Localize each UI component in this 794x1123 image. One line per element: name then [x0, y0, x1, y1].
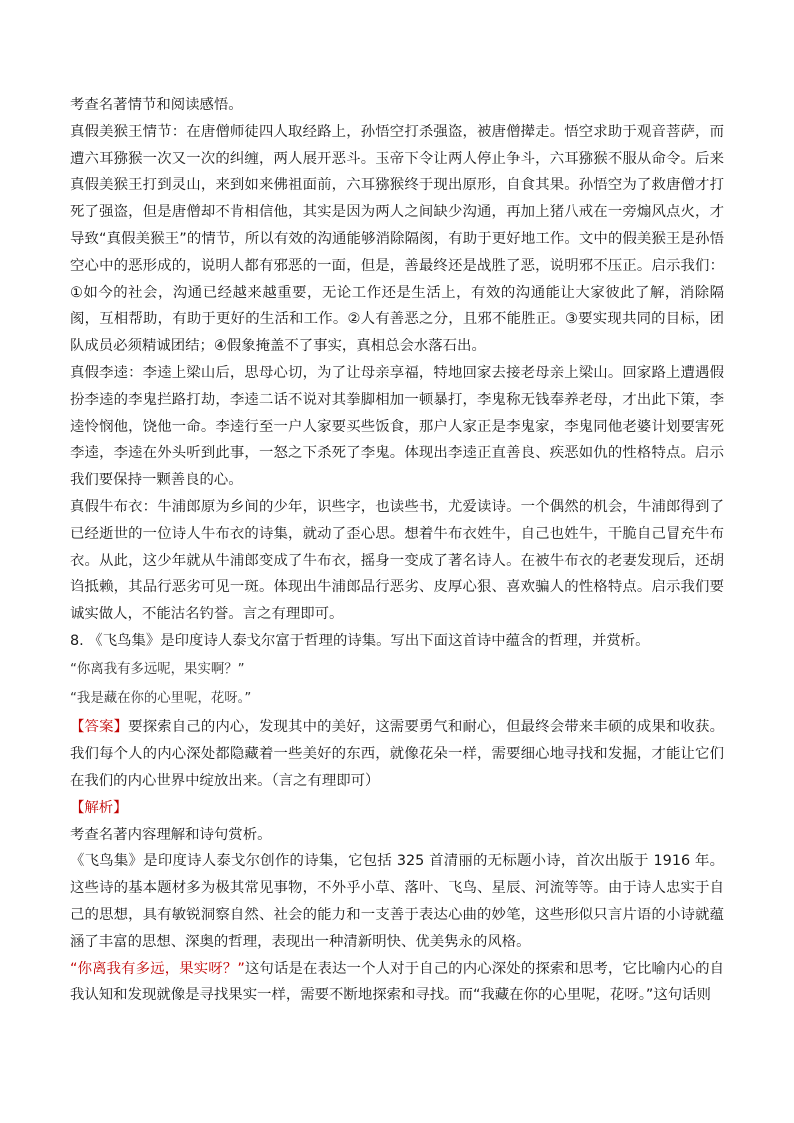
answer-paragraph — [70, 714, 724, 794]
paragraph-stray-birds: 《飞鸟集》是印度诗人泰戈尔创作的诗集，它包括 325 首清丽的无标题小诗，首次出版于 1916 年。这些诗的基本题材多为极其常见事物，不外乎小草、落叶、飞鸟、星辰、河流等等。由于诗人忠实于自己的思想，具有敏锐洞察自然、社会的能力和一支善于表达心曲的妙笔，这些形似只言片语的小诗就蕴涵了丰富的思想、深奥的哲理，表现出一种清新明快、优美隽永的风格。 — [70, 853, 724, 950]
paragraph-monkey-king: 真假美猴王情节：在唐僧师徒四人取经路上，孙悟空打杀强盗，被唐僧撵走。悟空求助于观音菩萨，而遭六耳猕猴一次又一次的纠缠，两人展开恶斗。玉帝下令让两人停止争斗，六耳猕猴不服从命令。后来真假美猴王打到灵山，来到如来佛祖面前，六耳猕猴终于现出原形，自食其果。孙悟空为了救唐僧才打死了强盗，但是唐僧却不肯相信他，其实是因为两人之间缺少沟通，再加上猪八戒在一旁煽风点火，才导致“真假美猴王”的情节，所以有效的沟通能够消除隔阂，有助于更好地工作。文中的假美猴王是孙悟空心中的恶形成的，说明人都有邪恶的一面，但是，善最终还是战胜了恶，说明邪不压正。启示我们：①如今的社会，沟通已经越来越重要，无论工作还是生活上，有效的沟通能让大家彼此了解，消除隔阂，互相帮助，有助于更好的生活和工作。②人有善恶之分，且邪不能胜正。③要实现共同的目标，团队成员必须精诚团结；④假象掩盖不了事实，真相总会水落石出。 — [70, 123, 724, 355]
poem-line-2: “我是藏在你的心里呢，花呀。” — [70, 690, 252, 706]
section-intro: 考查名著情节和阅读感悟。 — [70, 97, 243, 113]
answer-label: 【答案】 — [70, 719, 129, 736]
question-8: 8. 《飞鸟集》是印度诗人泰戈尔富于哲理的诗集。写出下面这首诗中蕴含的哲理，并赏析。 — [70, 632, 650, 649]
paragraph-li-kui: 真假李逵：李逵上梁山后，思母心切，为了让母亲享福，特地回家去接老母亲上梁山。回家路上遭遇假扮李逵的李鬼拦路打劫，李逵二话不说对其拳脚相加一顿暴打，李鬼称无钱奉养老母，才出此下策，李逵怜悯他，饶他一命。李逵行至一户人家要买些饭食，那户人家正是李鬼家，李鬼同他老婆计划要害死李逵，李逵在外头听到此事，一怒之下杀死了李鬼。体现出李逵正直善良、疾恶如仇的性格特点。启示我们要保持一颗善良的心。 — [70, 364, 724, 489]
poem-quote-highlight: “你离我有多远，果实呀？” — [70, 960, 245, 977]
poem-analysis-text: 这句话是在表达一个人对于自己的内心深处的探索和思考，它比喻内心的自我认知和发现就像是寻找果实一样，需要不断地探索和寻找。而“我藏在你的心里呢，花呀。”这句话则 — [70, 960, 724, 1004]
paragraph-niu-buyi: 真假牛布衣：牛浦郎原为乡间的少年，识些字，也读些书，尤爱读诗。一个偶然的机会，牛浦郎得到了已经逝世的一位诗人牛布衣的诗集，就动了歪心思。想着牛布衣姓牛，自己也姓牛，干脆自己冒充牛布衣。从此，这少年就从牛浦郎变成了牛布衣，摇身一变成了著名诗人。在被牛布衣的老妻发现后，还胡诌抵赖，其品行恶劣可见一斑。体现出牛浦郎品行恶劣、皮厚心狠、喜欢骗人的性格特点。启示我们要诚实做人，不能沽名钓誉。言之有理即可。 — [70, 498, 724, 623]
analysis-intro: 考查名著内容理解和诗句赏析。 — [70, 826, 272, 843]
answer-text: 要探索自己的内心，发现其中的美好，这需要勇气和耐心，但最终会带来丰硕的成果和收获。我们每个人的内心深处都隐藏着一些美好的东西，就像花朵一样，需要细心地寻找和发掘，才能让它们在我们的内心世界中绽放出来。（言之有理即可） — [70, 719, 724, 789]
paragraph-poem-analysis — [70, 956, 724, 1010]
analysis-label: 【解析】 — [70, 799, 128, 816]
poem-line-1: “你离我有多远呢，果实啊？” — [70, 661, 245, 677]
